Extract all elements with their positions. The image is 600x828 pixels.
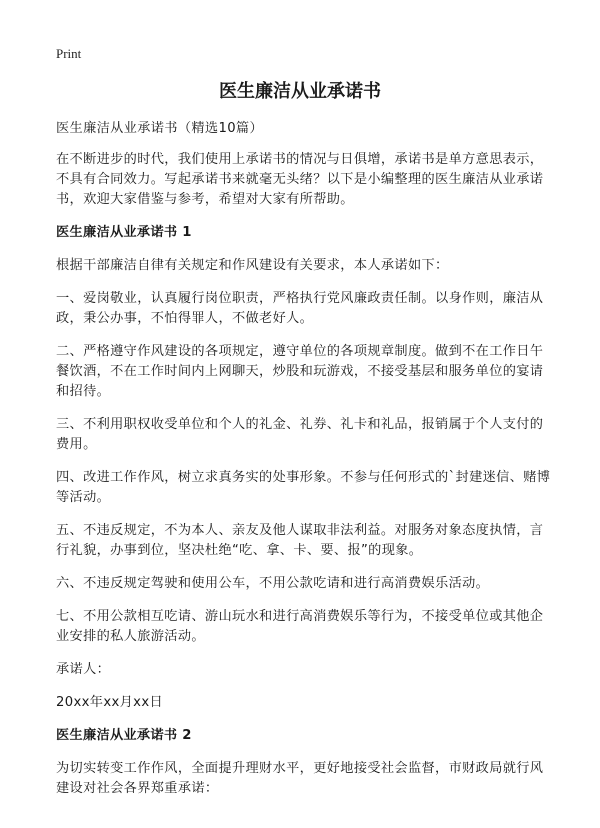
- section-1-item-2: 二、严格遵守作风建设的各项规定，遵守单位的各项规章制度。做到不在工作日午餐饮酒，不在工作时间内上网聊天，炒股和玩游戏，不接受基层和服务单位的宴请和招待。: [56, 344, 544, 399]
- document-subtitle: 医生廉洁从业承诺书（精选10篇）: [56, 121, 264, 136]
- intro-paragraph: 在不断进步的时代，我们使用上承诺书的情况与日俱增，承诺书是单方意思表示，不具有合同效力。写起承诺书来就毫无头绪？以下是小编整理的医生廉洁从业承诺书，欢迎大家借鉴与参考，希望对大家有所帮助。: [56, 152, 544, 207]
- section-1-item-6: 六、不违反规定驾驶和使用公车，不用公款吃请和进行高消费娱乐活动。: [56, 576, 490, 591]
- signer-label: 承诺人：: [56, 662, 111, 677]
- section-1-item-4: 四、改进工作作风，树立求真务实的处事形象。不参与任何形式的`封建迷信、赌博等活动。: [56, 470, 551, 505]
- page-title: 医生廉洁从业承诺书: [219, 81, 381, 102]
- sign-date: 20xx年xx月xx日: [56, 695, 164, 710]
- section-2-lead: 为切实转变工作作风，全面提升理财水平，更好地接受社会监督，市财政局就行风建设对社会各界郑重承诺：: [56, 761, 544, 796]
- section-2-heading: 医生廉洁从业承诺书 2: [56, 728, 192, 743]
- section-1-heading: 医生廉洁从业承诺书 1: [56, 225, 192, 240]
- section-1-item-3: 三、不利用职权收受单位和个人的礼金、礼券、礼卡和礼品，报销属于个人支付的费用。: [56, 417, 544, 452]
- section-1-item-1: 一、爱岗敬业，认真履行岗位职责，严格执行党风廉政责任制。以身作则，廉洁从政，秉公办事，不怕得罪人，不做老好人。: [56, 291, 544, 326]
- document-body: [56, 119, 556, 812]
- print-link[interactable]: Print: [56, 46, 82, 61]
- section-1-item-7: 七、不用公款相互吃请、游山玩水和进行高消费娱乐等行为，不接受单位或其他企业安排的私人旅游活动。: [56, 609, 544, 644]
- section-1-item-5: 五、不违反规定，不为本人、亲友及他人谋取非法利益。对服务对象态度执情，言行礼貌，办事到位，坚决杜绝“吃、拿、卡、要、报”的现象。: [56, 523, 544, 558]
- section-1-lead: 根据干部廉洁自律有关规定和作风建设有关要求，本人承诺如下：: [56, 258, 449, 273]
